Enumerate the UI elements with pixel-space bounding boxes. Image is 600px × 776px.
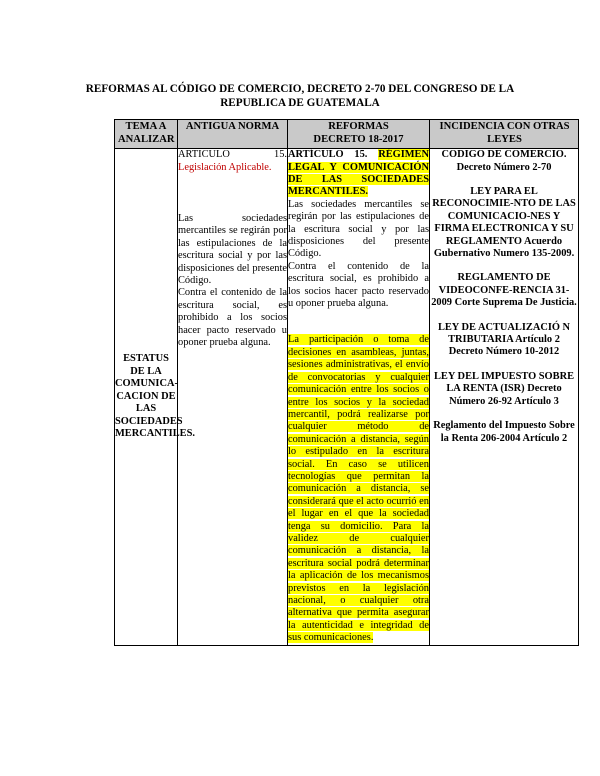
- tema-cell: ESTATUS DE LA COMUNICA-CACION DE LAS SOCIEDADES MERCANTILES.: [115, 149, 178, 645]
- reforma-paragraph-3-text: La participación o toma de decisiones en asambleas, juntas, sesiones administrativas, el envío de convocatorias y cualquier comunicación entre los socios o entre los socios y la sociedad mercantil, podrá realizarse por cualquier método de comunicación a distancia, según lo estipulado en la escritura social. En caso se utilicen tecnologías que permitan la comunicación a distancia, se considerará que el acto ocurrió en el lugar en el que la sociedad tenga su domicilio. Para la validez de cualquier comunicación a distancia, la escritura social podrá determinar la aplicación de los mecanismos previstos en la legislación nacional, o cualquier otra alternativa que permita asegurar la autenticidad e integridad de sus comunicaciones.: [288, 334, 429, 644]
- reforma-paragraph-3: [288, 334, 429, 644]
- document-title: [60, 82, 540, 110]
- reforma-article-title: RÉGIMEN LEGAL Y COMUNICACIÓN DE LAS SOCIEDADES MERCANTILES.: [288, 149, 429, 198]
- antigua-norma-cell: [178, 149, 288, 645]
- reforma-cell: [288, 149, 430, 645]
- reforma-paragraph-1: Las sociedades mercantiles se regirán por las estipulaciones de la escritura social y por las disposiciones del presente Código.: [288, 198, 429, 260]
- reforma-article-heading: [288, 149, 429, 199]
- antigua-article-heading: [178, 149, 287, 161]
- antigua-paragraph-2: Contra el contenido de la escritura social, es prohibido a los socios hacer pacto reservado u oponer prueba alguna.: [178, 287, 287, 349]
- header-incidencia: INCIDENCIA CON OTRAS LEYES: [430, 120, 579, 149]
- reforma-paragraph-2: Contra el contenido de la escritura social, es prohibido a los socios hacer pacto reservado u oponer prueba alguna.: [288, 260, 429, 310]
- reforma-article-number: ARTÍCULO 15.: [288, 149, 368, 161]
- incidencia-item: LEY DEL IMPUESTO SOBRE LA RENTA (ISR) Decreto Número 26-92 Artículo 3: [433, 370, 575, 407]
- incidencia-item: LEY PARA EL RECONOCIMIE-NTO DE LAS COMUNICACIO-NES Y FIRMA ELECTRONICA Y SU REGLAMENTO Acuerdo Gubernativo Numero 135-2009.: [432, 186, 576, 260]
- antigua-article-title: Legislación Aplicable.: [178, 161, 272, 173]
- incidencia-item: Reglamento del Impuesto Sobre la Renta 206-2004 Artículo 2: [433, 420, 575, 444]
- header-reformas-line1: REFORMAS: [328, 121, 389, 132]
- antigua-article-number: ARTICULO 15.: [178, 149, 287, 161]
- header-tema: TEMA A ANALIZAR: [115, 120, 178, 149]
- header-antigua-norma: ANTIGUA NORMA: [178, 120, 288, 149]
- header-reformas-line2: DECRETO 18-2017: [313, 133, 404, 145]
- incidencia-item: LEY DE ACTUALIZACIÓ N TRIBUTARIA Artículo 2 Decreto Número 10-2012: [437, 321, 571, 358]
- incidencia-item: CODIGO DE COMERCIO. Decreto Número 2-70: [441, 149, 567, 173]
- table-row: [115, 149, 579, 645]
- reform-comparison-table: [114, 119, 579, 646]
- incidencia-cell: [430, 149, 579, 645]
- title-line-2: REPUBLICA DE GUATEMALA: [220, 97, 380, 109]
- header-reformas: [288, 120, 430, 149]
- title-line-1: REFORMAS AL CÓDIGO DE COMERCIO, DECRETO 2-70 DEL CONGRESO DE LA: [85, 83, 515, 95]
- antigua-paragraph-1: Las sociedades mercantiles se regirán por las estipulaciones de la escritura social y por las disposiciones del presente Código.: [178, 213, 287, 287]
- incidencia-item: REGLAMENTO DE VIDEOCONFE-RENCIA 31-2009 Corte Suprema De Justicia.: [431, 272, 577, 309]
- table-header-row: [115, 120, 579, 149]
